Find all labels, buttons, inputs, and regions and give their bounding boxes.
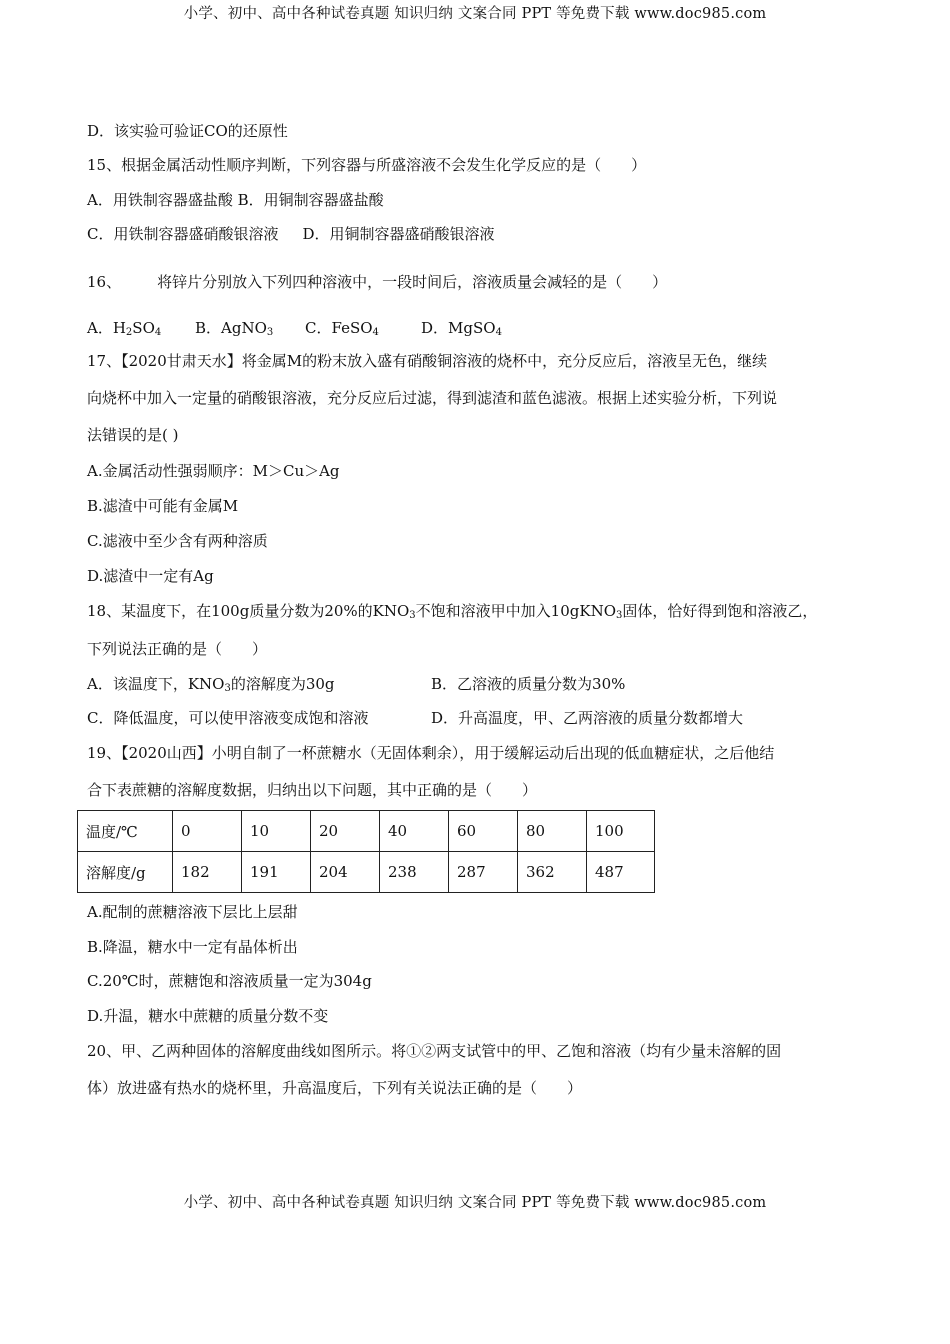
q19-stem-line1: 19、【2020山西】小明自制了一杯蔗糖水（无固体剩余），用于缓解运动后出现的低血糖症状，之后他结 — [87, 744, 775, 762]
q16-number: 16、 — [87, 273, 122, 291]
q18-options-cd — [87, 707, 743, 728]
table-cell: 182 — [173, 852, 242, 893]
q15-option-c: C．用铁制容器盛硝酸银溶液 — [87, 225, 279, 243]
q20-stem-line1: 20、甲、乙两种固体的溶解度曲线如图所示。将①②两支试管中的甲、乙饱和溶液（均有少量未溶解的固 — [87, 1042, 782, 1060]
table-cell: 362 — [518, 852, 587, 893]
q19-option-b: B.降温，糖水中一定有晶体析出 — [87, 938, 298, 956]
q20-stem-line2: 体）放进盛有热水的烧杯里，升高温度后，下列有关说法正确的是（ ） — [87, 1079, 583, 1097]
table-cell: 204 — [311, 852, 380, 893]
q17-option-d: D.滤渣中一定有Ag — [87, 567, 214, 585]
table-cell: 20 — [311, 811, 380, 852]
q15-options-ab — [87, 189, 384, 210]
q14-option-d: D．该实验可验证CO的还原性 — [87, 122, 288, 140]
table-cell: 10 — [242, 811, 311, 852]
q17-option-a: A.金属活动性强弱顺序：M＞Cu＞Ag — [87, 462, 340, 480]
page-header: 小学、初中、高中各种试卷真题 知识归纳 文案合同 PPT 等免费下载 www.doc985.com — [183, 6, 767, 22]
table-cell: 287 — [449, 852, 518, 893]
q17-stem-line3: 法错误的是( ) — [87, 426, 179, 444]
q15-option-d: D．用铜制容器盛硝酸银溶液 — [302, 225, 495, 243]
q18-option-b: B．乙溶液的质量分数为30% — [431, 675, 626, 693]
table-cell: 40 — [380, 811, 449, 852]
table-cell: 191 — [242, 852, 311, 893]
q15-options-cd — [87, 223, 495, 244]
q15-option-a: A．用铁制容器盛盐酸 — [87, 191, 233, 209]
q17-stem-line2: 向烧杯中加入一定量的硝酸银溶液，充分反应后过滤，得到滤渣和蓝色滤液。根据上述实验分析，下列说 — [87, 389, 778, 407]
table-header-temperature: 温度/℃ — [78, 811, 173, 852]
q18-option-d: D．升高温度，甲、乙两溶液的质量分数都增大 — [431, 709, 744, 727]
q16-option-a: A．$H_2SO_4$ — [87, 319, 162, 338]
q19-option-d: D.升温，糖水中蔗糖的质量分数不变 — [87, 1007, 329, 1025]
q16-stem-text: 将锌片分别放入下列四种溶液中，一段时间后，溶液质量会减轻的是（ ） — [157, 273, 668, 291]
q15-stem: 15、根据金属活动性顺序判断，下列容器与所盛溶液不会发生化学反应的是（ ） — [87, 156, 647, 174]
table-header-solubility: 溶解度/g — [78, 852, 173, 893]
page-footer: 小学、初中、高中各种试卷真题 知识归纳 文案合同 PPT 等免费下载 www.doc985.com — [183, 1195, 767, 1211]
q18-option-c: C．降低温度，可以使甲溶液变成饱和溶液 — [87, 709, 369, 727]
table-row-solubility — [78, 852, 655, 893]
table-cell: 100 — [587, 811, 655, 852]
table-cell: 238 — [380, 852, 449, 893]
q18-stem-line1: 18、某温度下，在100g质量分数为20%的$KNO_3$不饱和溶液甲中加入10gKNO$_3$固体，恰好得到饱和溶液乙， — [87, 602, 818, 621]
q15-option-b: B．用铜制容器盛盐酸 — [237, 191, 384, 209]
table-cell: 0 — [173, 811, 242, 852]
q17-stem-line1: 17、【2020甘肃天水】将金属M的粉末放入盛有硝酸铜溶液的烧杯中，充分反应后，溶液呈无色，继续 — [87, 352, 768, 370]
q16-stem — [87, 271, 667, 292]
table-row-temperature — [78, 811, 655, 852]
q16-option-d: D．MgSO$_4$ — [421, 319, 502, 338]
table-cell: 487 — [587, 852, 655, 893]
q16-option-c: C．FeSO$_4$ — [305, 319, 379, 338]
q18-options-ab — [87, 673, 625, 694]
q19-option-a: A.配制的蔗糖溶液下层比上层甜 — [87, 903, 298, 921]
q19-option-c: C.20℃时，蔗糖饱和溶液质量一定为304g — [87, 972, 372, 990]
q18-option-a: A．该温度下，$KNO_3$的溶解度为30g — [87, 675, 335, 694]
q16-options — [87, 317, 502, 338]
q17-option-c: C.滤液中至少含有两种溶质 — [87, 532, 268, 550]
q17-option-b: B.滤渣中可能有金属M — [87, 497, 239, 515]
solubility-table — [77, 810, 655, 893]
q19-stem-line2: 合下表蔗糖的溶解度数据，归纳出以下问题，其中正确的是（ ） — [87, 781, 538, 799]
table-cell: 80 — [518, 811, 587, 852]
table-cell: 60 — [449, 811, 518, 852]
q18-stem-line2: 下列说法正确的是（ ） — [87, 640, 268, 658]
q16-option-b: B．AgNO$_3$ — [195, 319, 274, 338]
